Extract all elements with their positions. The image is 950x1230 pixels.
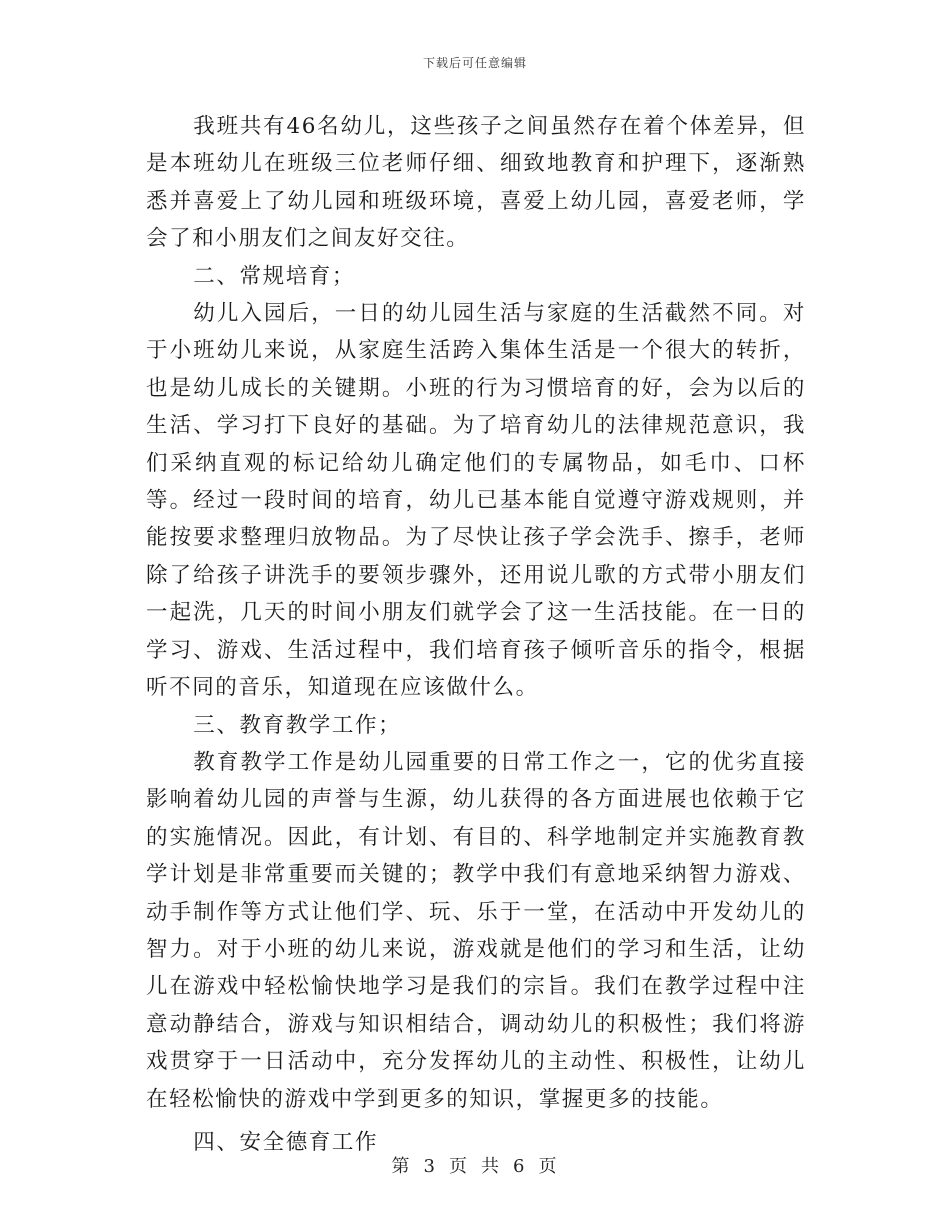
section-heading-teaching: 三、教育教学工作； — [193, 712, 402, 738]
paragraph-routine-training: 幼儿入园后，一日的幼儿园生活与家庭的生活截然不同。对于小班幼儿来说，从家庭生活跨入集体生活是一个很大的转折，也是幼儿成长的关键期。小班的行为习惯培育的好，会为以后的生活、学习打下良好的基础。为了培育幼儿的法律规范意识，我们采纳直观的标记给幼儿确定他们的专属物品，如毛巾、口杯等。经过一段时间的培育，幼儿已基本能自觉遵守游戏规则，并能按要求整理归放物品。为了尽快让孩子学会洗手、擦手，老师除了给孩子讲洗手的要领步骤外，还用说儿歌的方式带小朋友们一起洗，几天的时间小朋友们就学会了这一生活技能。在一日的学习、游戏、生活过程中，我们培育孩子倾听音乐的指令，根据听不同的音乐，知道现在应该做什么。 — [146, 301, 806, 701]
footer-current-page: 3 — [423, 1156, 437, 1177]
footer-total-pages: 6 — [513, 1156, 527, 1177]
section-heading-routine: 二、常规培育； — [193, 263, 355, 289]
footer-prefix: 第 — [391, 1156, 412, 1177]
paragraph-teaching-work: 教育教学工作是幼儿园重要的日常工作之一，它的优劣直接影响着幼儿园的声誉与生源，幼儿获得的各方面进展也依赖于它的实施情况。因此，有计划、有目的、科学地制定并实施教育教学计划是非常重要而关键的；教学中我们有意地采纳智力游戏、动手制作等方式让他们学、玩、乐于一堂，在活动中开发幼儿的智力。对于小班的幼儿来说，游戏就是他们的学习和生活，让幼儿在游戏中轻松愉快地学习是我们的宗旨。我们在教学过程中注意动静结合，游戏与知识相结合，调动幼儿的积极性；我们将游戏贯穿于一日活动中，充分发挥幼儿的主动性、积极性，让幼儿在轻松愉快的游戏中学到更多的知识，掌握更多的技能。 — [146, 749, 806, 1112]
page-header: 下载后可任意编辑 — [422, 56, 527, 70]
footer-total-word: 共 — [481, 1156, 501, 1177]
footer-suffix: 页 — [538, 1156, 559, 1177]
page-footer — [0, 1152, 950, 1178]
document-body — [146, 108, 806, 1161]
paragraph-class-overview: 我班共有46名幼儿，这些孩子之间虽然存在着个体差异，但是本班幼儿在班级三位老师仔细、细致地教育和护理下，逐渐熟悉并喜爱上了幼儿园和班级环境，喜爱上幼儿园，喜爱老师，学会了和小朋友们之间友好交往。 — [146, 114, 806, 252]
section-heading-safety: 四、安全德育工作 — [193, 1129, 379, 1155]
footer-page-word: 页 — [449, 1156, 469, 1177]
